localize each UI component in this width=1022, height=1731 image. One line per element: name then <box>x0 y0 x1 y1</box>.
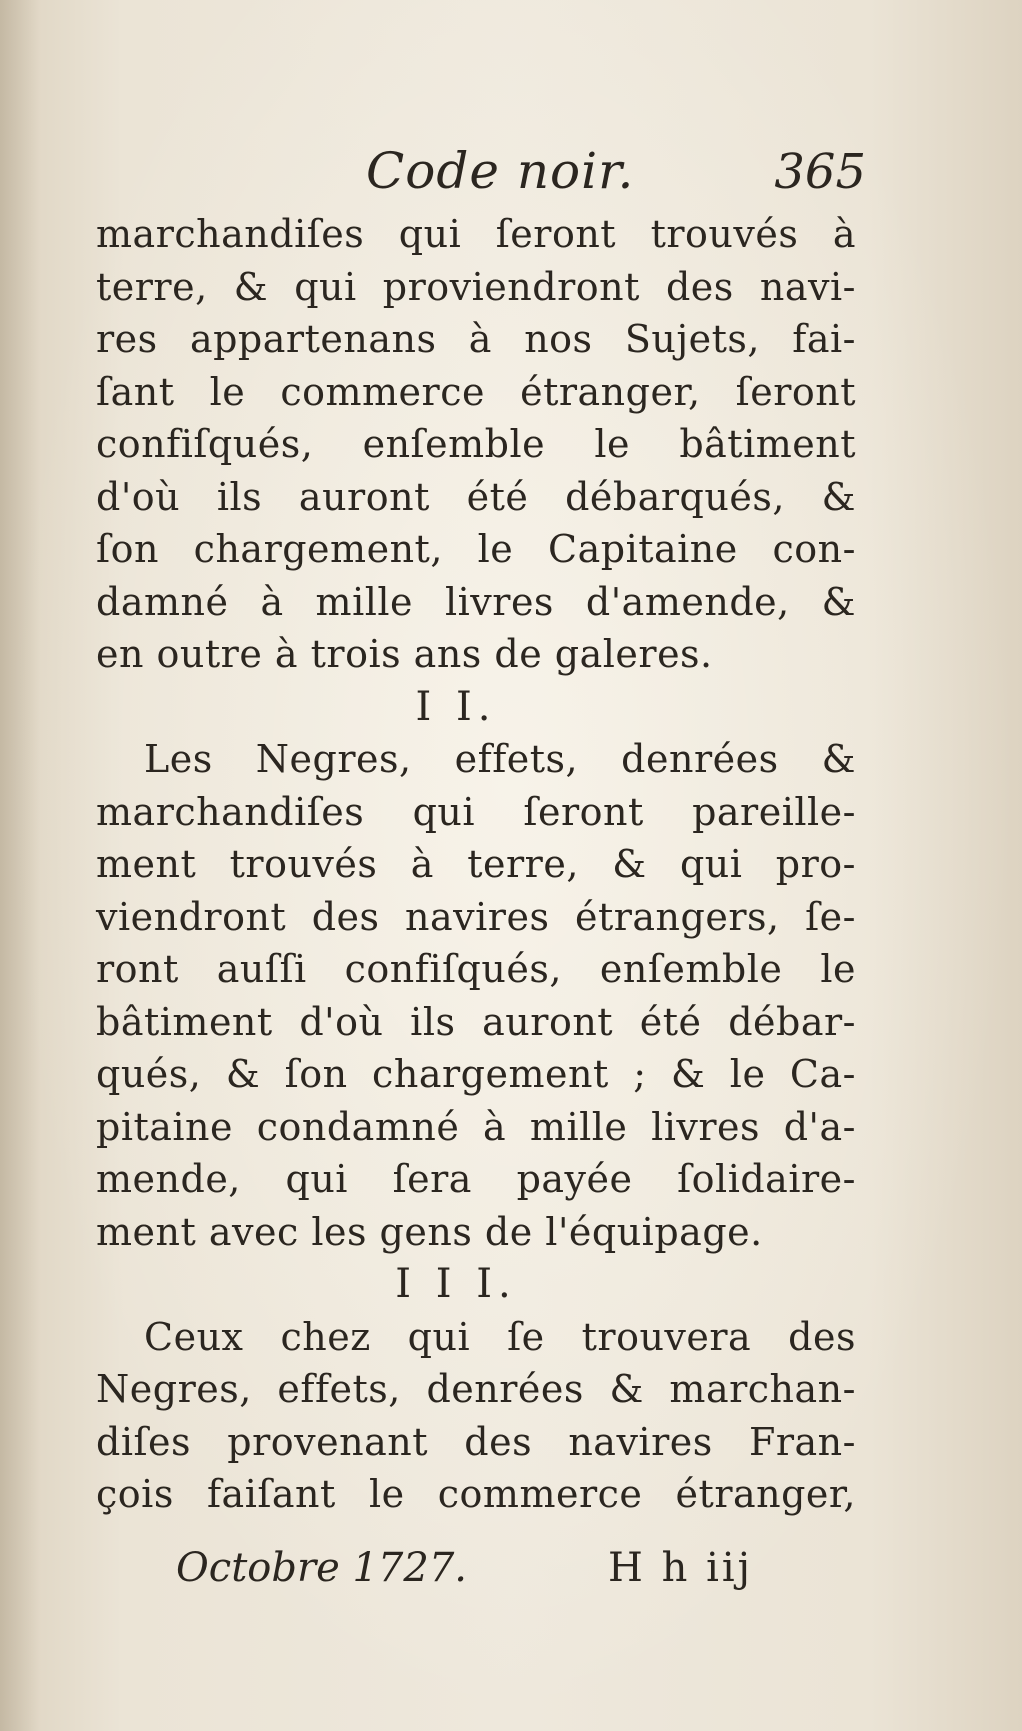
signature-mark: H h iij <box>608 1545 754 1591</box>
intro-paragraph <box>96 208 856 681</box>
article-heading-2: I I. <box>415 683 497 730</box>
body-text <box>96 208 856 1521</box>
text-line: d'où ils auront été débarqués, & <box>96 474 856 519</box>
text-line: çois faiſant le commerce étranger, <box>96 1472 856 1516</box>
text-line: marchandiſes qui ſeront pareille- <box>96 789 856 834</box>
footer-date: Octobre 1727. <box>176 1545 467 1591</box>
text-line: mende, qui ſera payée ſolidaire- <box>96 1157 856 1201</box>
text-line: Negres, effets, denrées & marchan- <box>96 1367 856 1411</box>
page-footer <box>96 1545 856 1605</box>
text-line: confiſqués, enſemble le bâtiment <box>96 422 856 466</box>
text-line: ront auſſi confiſqués, enſemble le <box>96 947 856 991</box>
text-line: qués, & ſon chargement ; & le Ca- <box>96 1052 856 1096</box>
text-line: terre, & qui proviendront des navi- <box>96 264 856 309</box>
text-line: viendront des navires étrangers, ſe- <box>96 894 856 939</box>
text-line: ment avec les gens de l'équipage. <box>96 1209 763 1254</box>
running-head-title: Code noir. <box>366 142 635 200</box>
page-number: 365 <box>774 144 866 200</box>
text-line: marchandiſes qui ſeront trouvés à <box>96 212 856 256</box>
text-line: damné à mille livres d'amende, & <box>96 579 856 624</box>
article-heading-3: I I I. <box>395 1261 517 1307</box>
text-line: Les Negres, effets, denrées & <box>144 737 856 781</box>
text-line: bâtiment d'où ils auront été débar- <box>96 999 856 1044</box>
text-line: diſes provenant des navires Fran- <box>96 1419 856 1464</box>
text-line: pitaine condamné à mille livres d'a- <box>96 1104 856 1149</box>
spine-shadow <box>0 0 40 1731</box>
text-line: Ceux chez qui ſe trouvera des <box>144 1314 856 1359</box>
text-line: en outre à trois ans de galeres. <box>96 632 713 676</box>
text-line: ſant le commerce étranger, ſeront <box>96 369 856 414</box>
running-head <box>96 142 866 202</box>
article-2-paragraph <box>96 733 856 1258</box>
article-3-paragraph <box>96 1311 856 1521</box>
text-line: ſon chargement, le Capitaine con- <box>96 527 856 571</box>
text-line: res appartenans à nos Sujets, fai- <box>96 317 856 361</box>
text-line: ment trouvés à terre, & qui pro- <box>96 842 856 886</box>
